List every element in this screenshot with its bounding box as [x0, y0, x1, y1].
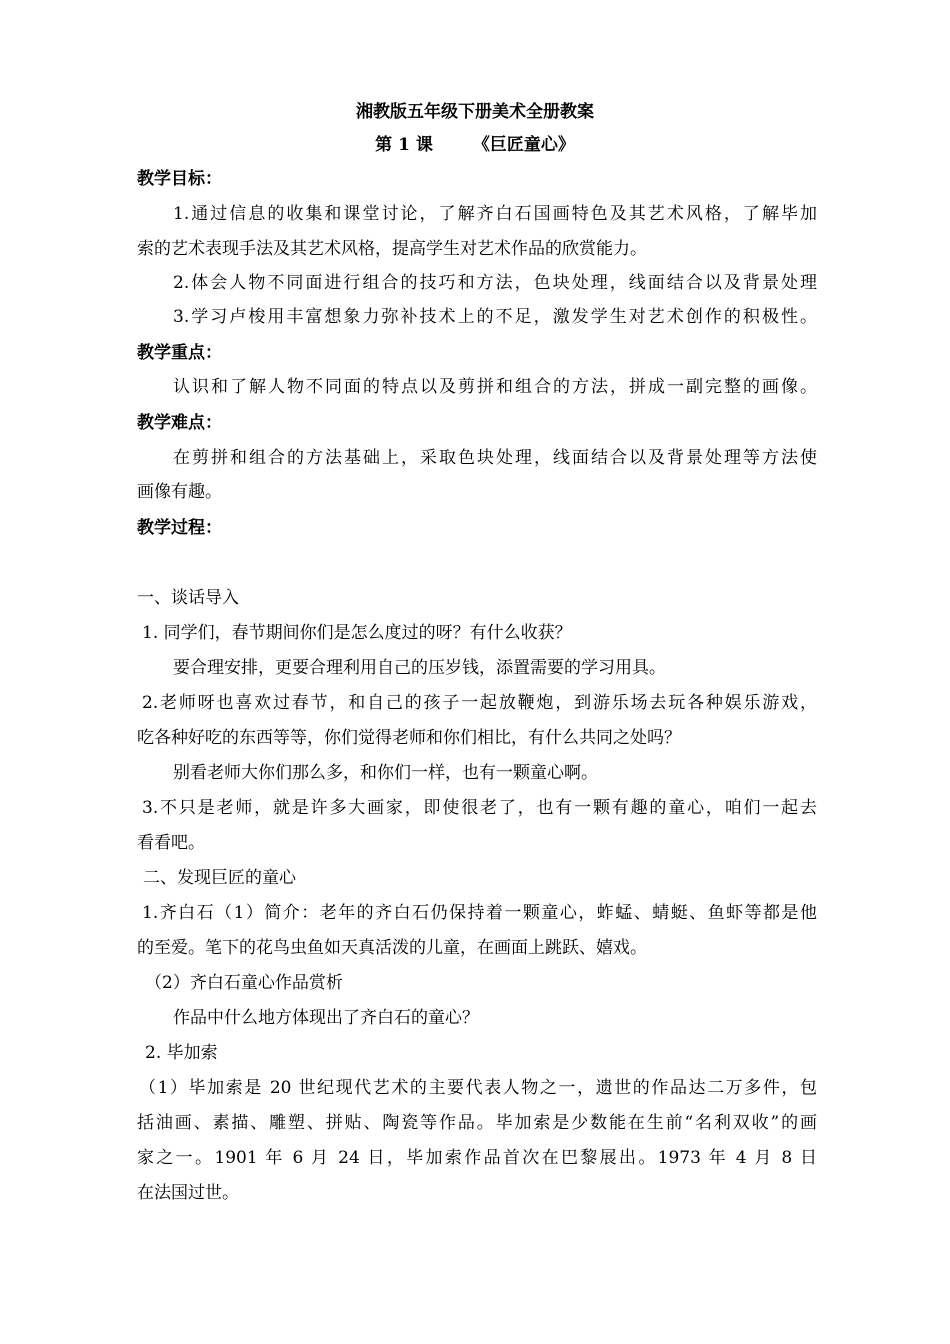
- section-1-item-2-line-1: 2.老师呀也喜欢过春节，和自己的孩子一起放鞭炮，到游乐场去玩各种娱乐游戏，: [142, 693, 817, 713]
- section-1-item-1: 1. 同学们，春节期间你们是怎么度过的呀？有什么收获？: [142, 623, 572, 643]
- section-2-item-1-line-1: 1.齐白石（1）简介：老年的齐白石仍保持着一颗童心，蚱蜢、蜻蜓、鱼虾等都是他: [142, 903, 817, 923]
- lesson-title: [0, 133, 950, 157]
- difficulty-line-1: 在剪拼和组合的方法基础上，采取色块处理，线面结合以及背景处理等方法使: [173, 448, 817, 468]
- document-title: 湘教版五年级下册美术全册教案: [356, 102, 594, 122]
- section-1-item-3-line-1: 3.不只是老师，就是许多大画家，即使很老了，也有一颗有趣的童心，咱们一起去: [142, 798, 817, 818]
- difficulty-heading: 教学难点：: [137, 413, 222, 433]
- difficulty-line-2: 画像有趣。: [137, 482, 222, 502]
- section-2-item-1-question: 作品中什么地方体现出了齐白石的童心？: [173, 1008, 479, 1028]
- section-2-item-2: 2. 毕加索: [145, 1043, 218, 1063]
- goal-2: 2.体会人物不同面进行组合的技巧和方法，色块处理，线面结合以及背景处理: [173, 273, 817, 293]
- key-points-heading: 教学重点：: [137, 343, 222, 363]
- goal-3: 3.学习卢梭用丰富想象力弥补技术上的不足，激发学生对艺术创作的积极性。: [173, 307, 817, 327]
- key-points-text: 认识和了解人物不同面的特点以及剪拼和组合的方法，拼成一副完整的画像。: [173, 377, 817, 397]
- section-2-item-2-line-2: 括油画、素描、雕塑、拼贴、陶瓷等作品。毕加索是少数能在生前“名利双收”的画: [137, 1113, 817, 1133]
- process-heading: 教学过程：: [137, 518, 222, 538]
- section-2-item-1-line-2: 的至爱。笔下的花鸟虫鱼如天真活泼的儿童，在画面上跳跃、嬉戏。: [137, 938, 647, 958]
- section-2-item-2-line-1: （1）毕加索是 20 世纪现代艺术的主要代表人物之一，遗世的作品达二万多件，包: [139, 1078, 817, 1098]
- section-1-item-1-answer: 要合理安排，更要合理利用自己的压岁钱，添置需要的学习用具。: [173, 658, 666, 678]
- goal-1-line-2: 索的艺术表现手法及其艺术风格，提高学生对艺术作品的欣赏能力。: [137, 239, 647, 259]
- section-2-item-2-line-4: 在法国过世。: [137, 1183, 239, 1203]
- lesson-name: 《巨匠童心》: [472, 135, 575, 155]
- section-1-item-2-line-2: 吃各种好吃的东西等等，你们觉得老师和你们相比，有什么共同之处吗？: [137, 728, 681, 748]
- lesson-label: 第 1 课: [375, 135, 433, 155]
- section-1-item-2-answer: 别看老师大你们那么多，和你们一样，也有一颗童心啊。: [173, 763, 598, 783]
- section-1-item-3-line-2: 看看吧。: [137, 833, 205, 853]
- section-2-item-1-sub-2: （2）齐白石童心作品赏析: [145, 973, 343, 993]
- goals-heading: 教学目标：: [137, 169, 222, 189]
- goal-1-line-1: 1.通过信息的收集和课堂讨论，了解齐白石国画特色及其艺术风格，了解毕加: [173, 204, 817, 224]
- section-2-item-2-line-3: 家之一。1901 年 6 月 24 日，毕加索作品首次在巴黎展出。1973 年 4 月 8 日: [137, 1148, 817, 1168]
- section-2-heading: 二、发现巨匠的童心: [143, 868, 296, 888]
- section-1-heading: 一、谈话导入: [137, 588, 239, 608]
